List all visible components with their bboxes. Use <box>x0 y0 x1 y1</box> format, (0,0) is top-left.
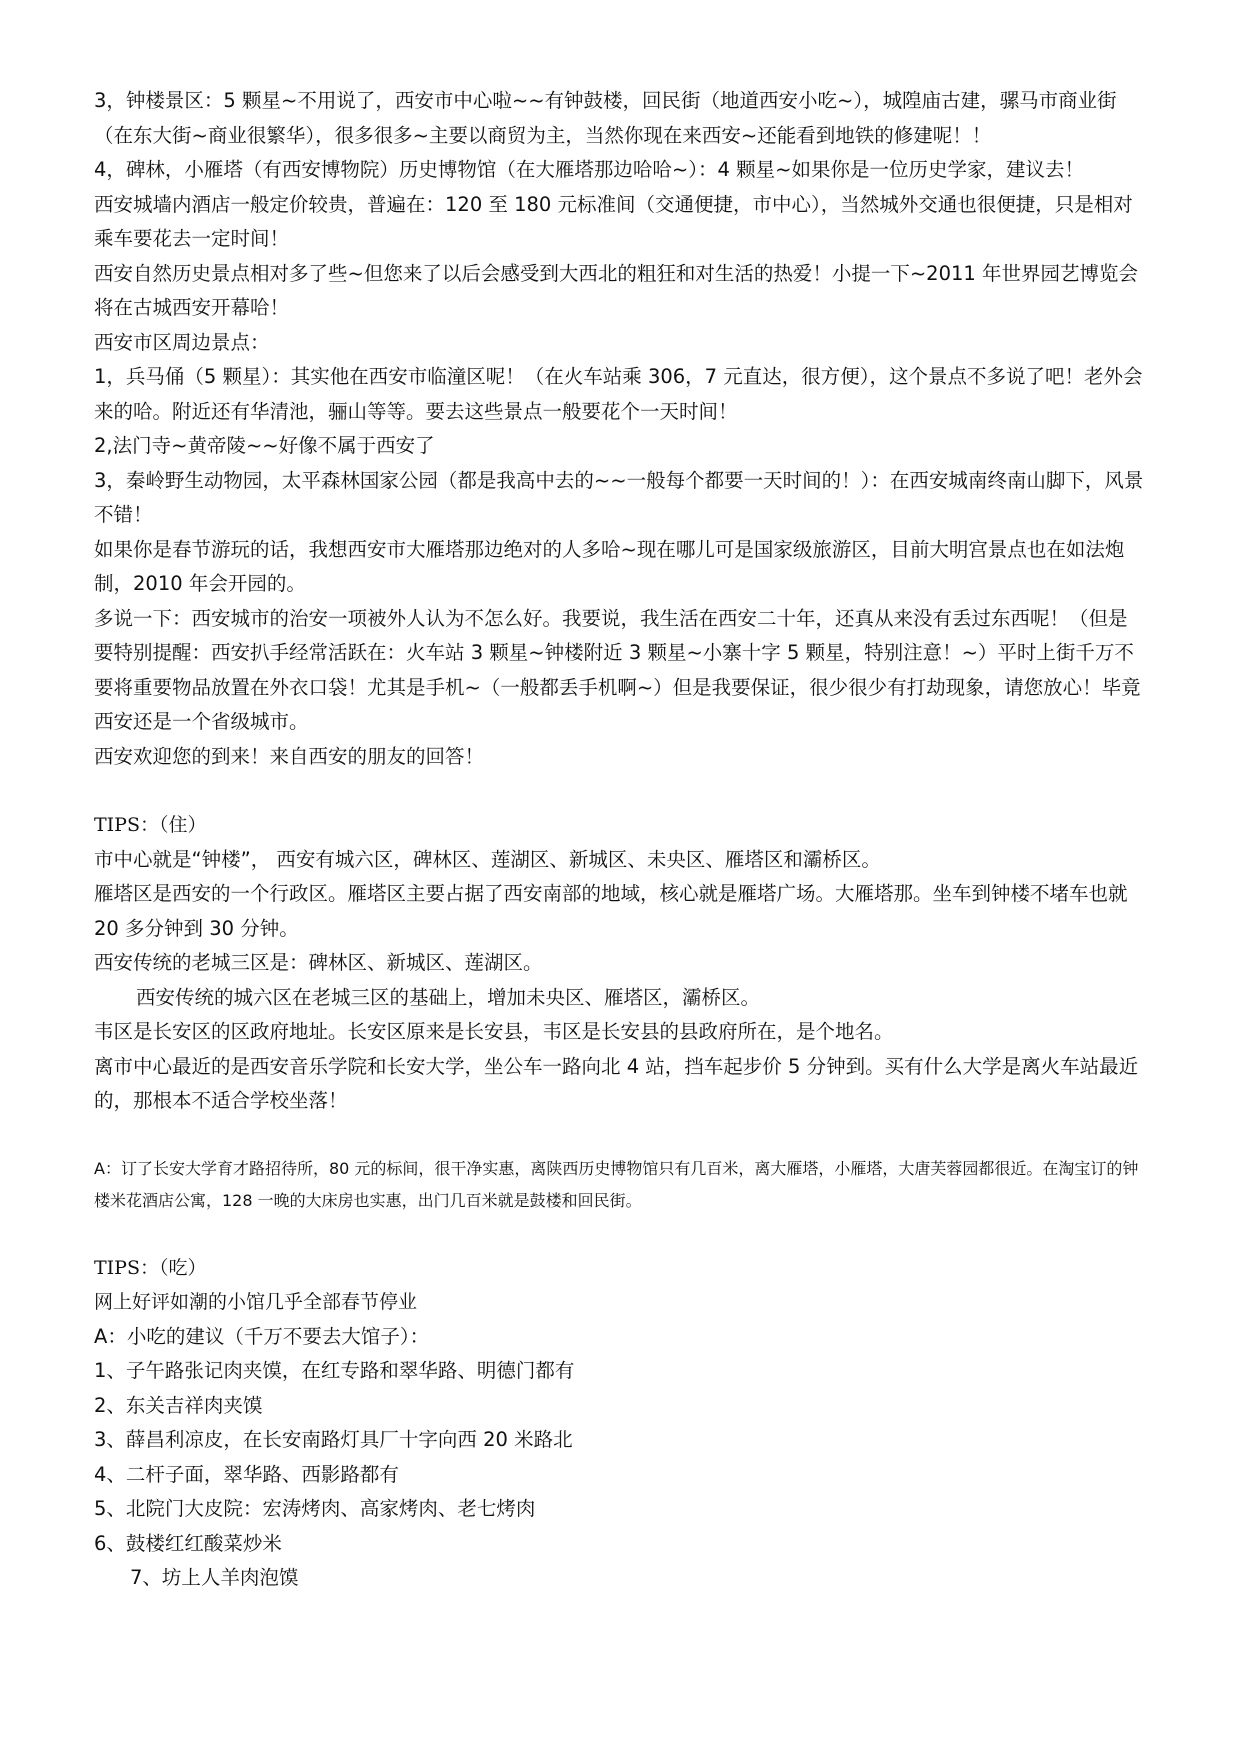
paragraph-qinling-zoo: 3，秦岭野生动物园，太平森林国家公园（都是我高中去的~~一般每个都要一天时间的！）：在西安城南终南山脚下，风景不错！ <box>94 468 1144 526</box>
paragraph-terracotta-warriors: 1，兵马俑（5 颗星）：其实他在西安市临潼区呢！（在火车站乘 306，7 元直达，很方便），这个景点不多说了吧！老外会来的哈。附近还有华清池，骊山等等。要去这些景点一般要花个一天时间！ <box>94 365 1143 423</box>
eat-note: 网上好评如潮的小馆几乎全部春节停业 <box>94 1291 418 1313</box>
tips-eat-heading: TIPS：（吃） <box>94 1256 207 1279</box>
eat-intro: A：小吃的建议（千万不要去大馆子）： <box>94 1324 430 1348</box>
paragraph-natural-sights: 西安自然历史景点相对多了些~但您来了以后会感受到大西北的粗狂和对生活的热爱！小提一下~2011 年世界园艺博览会将在古城西安开幕哈！ <box>94 261 1139 319</box>
list-item: 6、鼓楼红红酸菜炒米 <box>94 1531 282 1555</box>
paragraph-safety: 多说一下：西安城市的治安一项被外人认为不怎么好。我要说，我生活在西安二十年，还真从来没有丢过东西呢！（但是要特别提醒：西安扒手经常活跃在：火车站 3 颗星~钟楼附近 3 颗星~小寨十字 5 颗星，特别注意！~）平时上街千万不要将重要物品放置在外衣口袋！尤其是手机~（一般都丢手机啊~）但是我要保证，很少很少有打劫现象，请您放心！毕竟西安还是一个省级城市。 <box>94 606 1141 733</box>
paragraph-bell-tower-area: 3，钟楼景区：5 颗星~不用说了，西安市中心啦~~有钟鼓楼，回民街（地道西安小吃~），城隍庙古建，骡马市商业街（在东大街~商业很繁华），很多很多~主要以商贸为主，当然你现在来西安~还能看到地铁的修建呢！！ <box>94 89 1117 147</box>
paragraph-suburb-heading: 西安市区周边景点： <box>94 330 270 354</box>
paragraph-old-districts: 西安传统的老城三区是：碑林区、新城区、莲湖区。 <box>94 951 543 974</box>
spacer <box>94 1217 1144 1251</box>
paragraph-welcome: 西安欢迎您的到来！来自西安的朋友的回答！ <box>94 744 485 768</box>
document-page <box>94 84 1144 1596</box>
list-item: 3、薛昌利凉皮，在长安南路灯具厂十字向西 20 米路北 <box>94 1428 573 1451</box>
spacer <box>94 1119 1144 1153</box>
list-item: 1、子午路张记肉夹馍，在红专路和翠华路、明德门都有 <box>94 1359 575 1382</box>
tips-stay-heading: TIPS：（住） <box>94 814 207 836</box>
list-item: 5、北院门大皮院：宏涛烤肉、高家烤肉、老七烤肉 <box>94 1497 536 1520</box>
paragraph-universities: 离市中心最近的是西安音乐学院和长安大学，坐公车一路向北 4 站，挡车起步价 5 分钟到。买有什么大学是离火车站最近的，那根本不适合学校坐落！ <box>94 1054 1139 1112</box>
paragraph-six-districts: 西安传统的城六区在老城三区的基础上，增加未央区、雁塔区，灞桥区。 <box>136 985 761 1009</box>
paragraph-forest-of-steles: 4，碑林，小雁塔（有西安博物院）历史博物馆（在大雁塔那边哈哈~）：4 颗星~如果你是一位历史学家，建议去！ <box>94 158 1084 181</box>
paragraph-city-center: 市中心就是“钟楼”， 西安有城六区，碑林区、莲湖区、新城区、未央区、雁塔区和灞桥区。 <box>94 847 881 871</box>
paragraph-famen-temple: 2,法门寺~黄帝陵~~好像不属于西安了 <box>94 434 435 457</box>
list-item: 4、二杆子面，翠华路、西影路都有 <box>94 1462 399 1486</box>
paragraph-hotel-prices: 西安城墙内酒店一般定价较贵，普遍在：120 至 180 元标准间（交通便捷，市中心），当然城外交通也很便捷，只是相对乘车要花去一定时间！ <box>94 192 1133 250</box>
answer-stay: A：订了长安大学育才路招待所，80 元的标间，很干净实惠，离陕西历史博物馆只有几百米，离大雁塔，小雁塔，大唐芙蓉园都很近。在淘宝订的钟楼米花酒店公寓，128 一晚的大床房也实惠，出门几百米就是鼓楼和回民街。 <box>94 1158 1139 1210</box>
paragraph-spring-festival: 如果你是春节游玩的话，我想西安市大雁塔那边绝对的人多哈~现在哪儿可是国家级旅游区，目前大明宫景点也在如法炮制，2010 年会开园的。 <box>94 537 1125 595</box>
paragraph-weiqu: 韦区是长安区的区政府地址。长安区原来是长安县，韦区是长安县的县政府所在，是个地名。 <box>94 1020 894 1043</box>
list-item: 2、东关吉祥肉夹馍 <box>94 1393 263 1417</box>
list-item: 7、坊上人羊肉泡馍 <box>130 1566 299 1589</box>
spacer <box>94 774 1144 808</box>
paragraph-yanta-district: 雁塔区是西安的一个行政区。雁塔区主要占据了西安南部的地域，核心就是雁塔广场。大雁塔那。坐车到钟楼不堵车也就 20 多分钟到 30 分钟。 <box>94 882 1128 940</box>
